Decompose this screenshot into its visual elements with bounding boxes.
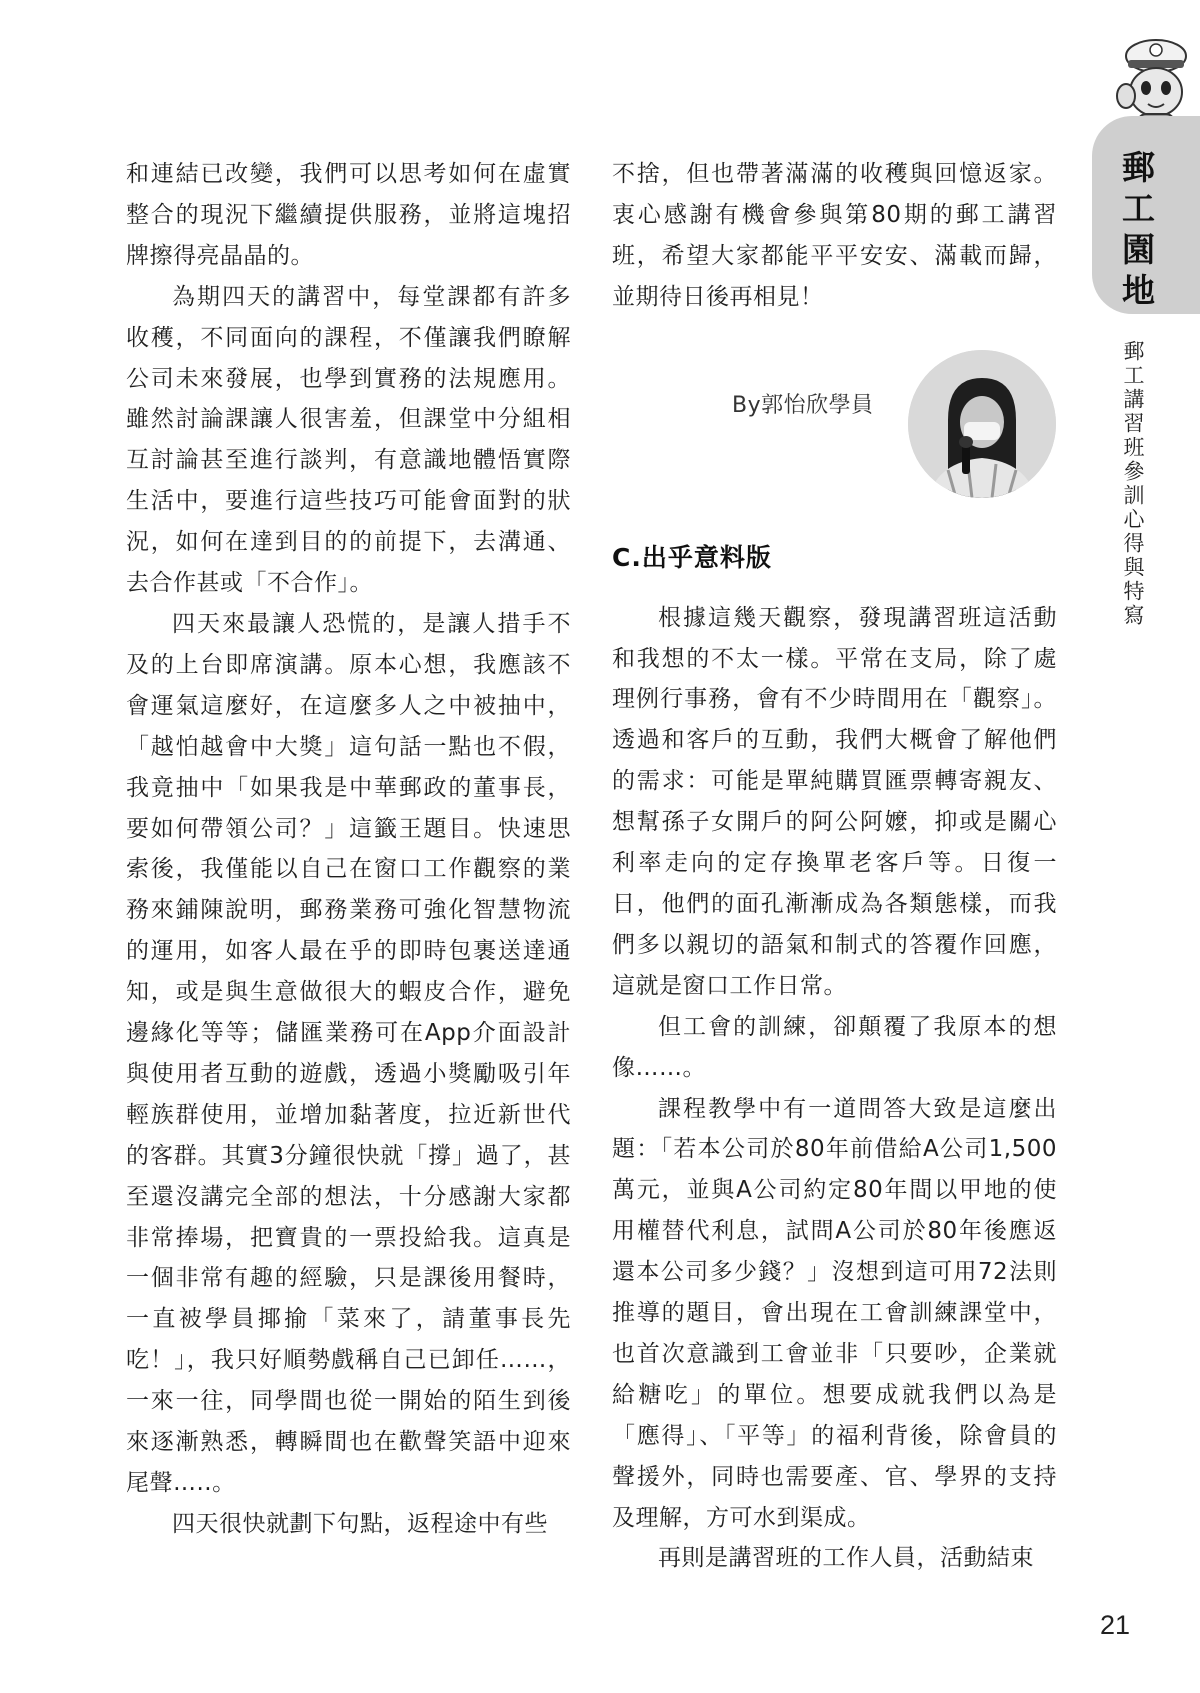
left-column	[126, 154, 571, 1545]
student-photo	[908, 350, 1056, 498]
paragraph: 四天很快就劃下句點，返程途中有些	[172, 1510, 548, 1537]
paragraph: 再則是講習班的工作人員，活動結束	[658, 1545, 1034, 1572]
article-title: 郵工講習班參訓心得與特寫	[1121, 340, 1145, 628]
section-tab-label: 郵工園地	[1117, 150, 1156, 314]
paragraph: 四天來最讓人恐慌的，是讓人措手不及的上台即席演講。原本心想，我應該不會運氣這麼好，在這麼多人之中被抽中，「越怕越會中大獎」這句話一點也不假，我竟抽中「如果我是中華郵政的董事長，要如何帶領公司？」這籤王題目。快速思索後，我僅能以自己在窗口工作觀察的業務來鋪陳說明，郵務業務可強化智慧物流的運用，如客人最在乎的即時包裹送達通知，或是與生意做很大的蝦皮合作，避免邊緣化等等；儲匯業務可在App介面設計與使用者互動的遊戲，透過小獎勵吸引年輕族群使用，並增加黏著度，拉近新世代的客群。其實3分鐘很快就「撐」過了，甚至還沒講完全部的想法，十分感謝大家都非常捧場，把寶貴的一票投給我。這真是一個非常有趣的經驗，只是課後用餐時，一直被學員揶揄「菜來了，請董事長先吃！」，我只好順勢戲稱自己已卸任……，一來一往，同學間也從一開始的陌生到後來逐漸熟悉，轉瞬間也在歡聲笑語中迎來尾聲…..。	[126, 610, 571, 1496]
paragraph: 但工會的訓練，卻顛覆了我原本的想像……。	[612, 1013, 1057, 1081]
section-heading: C.出乎意料版	[612, 542, 772, 572]
right-column	[612, 154, 1057, 1579]
paragraph: 不捨，但也帶著滿滿的收穫與回憶返家。衷心感謝有機會參與第80期的郵工講習班，希望大家都能平平安安、滿載而歸，並期待日後再相見！	[612, 161, 1057, 310]
paragraph: 課程教學中有一道問答大致是這麼出題：「若本公司於80年前借給A公司1,500萬元，並與A公司約定80年間以甲地的使用權替代利息，試問A公司於80年後應返還本公司多少錢？」沒想到這可用72法則推導的題目，會出現在工會訓練課堂中，也首次意識到工會並非「只要吵，企業就給糖吃」的單位。想要成就我們以為是「應得」、「平等」的福利背後，除會員的聲援外，同時也需要產、官、學界的支持及理解，方可水到渠成。	[612, 1095, 1057, 1531]
byline-block	[612, 318, 1057, 538]
paragraph: 根據這幾天觀察，發現講習班這活動和我想的不太一樣。平常在支局，除了處理例行事務，會有不少時間用在「觀察」。透過和客戶的互動，我們大概會了解他們的需求：可能是單純購買匯票轉寄親友、想幫孫子女開戶的阿公阿嬤，抑或是關心利率走向的定存換單老客戶等。日復一日，他們的面孔漸漸成為各類態樣，而我們多以親切的語氣和制式的答覆作回應，這就是窗口工作日常。	[612, 604, 1057, 999]
author-byline: By郭怡欣學員	[732, 392, 874, 418]
paragraph: 和連結已改變，我們可以思考如何在虛實整合的現況下繼續提供服務，並將這塊招牌擦得亮晶晶的。	[126, 161, 571, 269]
paragraph: 為期四天的講習中，每堂課都有許多收穫，不同面向的課程，不僅讓我們瞭解公司未來發展，也學到實務的法規應用。雖然討論課讓人很害羞，但課堂中分組相互討論甚至進行談判，有意識地體悟實際生活中，要進行這些技巧可能會面對的狀況，如何在達到目的的前提下，去溝通、去合作甚或「不合作」。	[126, 283, 571, 597]
page-number: 21	[1100, 1610, 1131, 1640]
